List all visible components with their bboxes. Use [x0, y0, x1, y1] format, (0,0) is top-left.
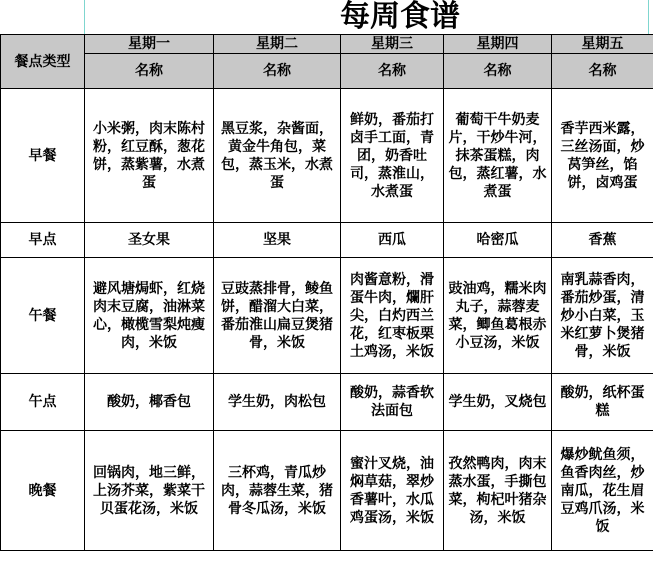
menu-cell: [214, 431, 341, 551]
grid-line: [648, 0, 649, 34]
table-row-morning-snack: [1, 223, 653, 258]
menu-cell-text: 西瓜: [378, 232, 406, 248]
menu-cell-text: 爆炒鱿鱼须，鱼香肉丝，炒南瓜，花生眉豆鸡爪汤，米饭: [560, 446, 645, 535]
menu-cell-text: 南乳蒜香肉，番茄炒蛋，清炒小白菜，玉米红萝卜煲猪骨，米饭: [560, 271, 645, 360]
menu-cell-text: 豉油鸡，糯米肉丸子，蒜蓉麦菜，鲫鱼葛根赤小豆汤，米饭: [448, 280, 547, 351]
menu-cell: [444, 374, 552, 431]
table-row-dinner: [1, 431, 653, 551]
menu-cell-text: 哈密瓜: [476, 232, 519, 248]
menu-cell-text: 香蕉: [588, 232, 617, 248]
menu-cell-text: 酸奶，蒜香软法面包: [350, 385, 434, 419]
name-header: 名称: [85, 54, 214, 89]
menu-cell-text: 豆豉蒸排骨，鲮鱼饼，醋溜大白菜，番茄淮山扁豆煲猪骨，米饭: [221, 280, 333, 351]
menu-cell: [552, 431, 653, 551]
menu-cell-text: 香芋西米露，三丝汤面，炒莴笋丝，馅饼，卤鸡蛋: [560, 120, 645, 191]
menu-cell-text: 三杯鸡，青瓜炒肉，蒜蓉生菜，猪骨冬瓜汤，米饭: [221, 464, 333, 517]
menu-cell: [341, 431, 444, 551]
name-header: 名称: [552, 54, 653, 89]
menu-cell: [85, 431, 214, 551]
meal-label: 晚餐: [1, 431, 85, 551]
menu-cell: [214, 258, 341, 374]
menu-cell: [444, 223, 552, 258]
menu-cell-text: 学生奶，肉松包: [228, 394, 326, 410]
name-header: 名称: [214, 54, 341, 89]
menu-cell: [85, 258, 214, 374]
name-header: 名称: [341, 54, 444, 89]
menu-cell: [552, 374, 653, 431]
menu-cell-text: 避风塘焗虾，红烧肉末豆腐，油淋菜心，橄榄雪梨炖瘦肉，米饭: [93, 280, 205, 351]
table-row-afternoon-snack: [1, 374, 653, 431]
menu-cell-text: 酸奶，纸杯蛋糕: [560, 385, 645, 419]
day-header: 星期五: [552, 35, 653, 54]
menu-cell: [341, 89, 444, 223]
day-header: 星期一: [85, 35, 214, 54]
table-row-breakfast: [1, 89, 653, 223]
day-header: 星期二: [214, 35, 341, 54]
day-header: 星期四: [444, 35, 552, 54]
meal-label: 早餐: [1, 89, 85, 223]
menu-cell-text: 圣女果: [128, 232, 170, 248]
name-header: 名称: [444, 54, 552, 89]
menu-cell-text: 酸奶，椰香包: [107, 394, 191, 410]
meal-label: 早点: [1, 223, 85, 258]
meal-type-header: [1, 35, 85, 89]
meal-label: 午餐: [1, 258, 85, 374]
menu-cell: [552, 258, 653, 374]
menu-cell: [341, 258, 444, 374]
menu-cell: [214, 223, 341, 258]
menu-cell: [444, 89, 552, 223]
menu-cell-text: 蜜汁叉烧，油焖草菇，翠炒香薯叶，水瓜鸡蛋汤，米饭: [350, 455, 434, 526]
menu-cell-text: 孜然鸭肉，肉末蒸水蛋，手撕包菜，枸杞叶猪杂汤，米饭: [448, 455, 547, 526]
menu-title: 每周食谱: [340, 0, 460, 34]
menu-cell: [214, 374, 341, 431]
menu-cell: [341, 374, 444, 431]
menu-cell-text: 黑豆浆，杂酱面，黄金牛角包，菜包，蒸玉米，水煮蛋: [221, 120, 333, 191]
menu-cell-text: 小米粥，肉末陈村粉，红豆酥，葱花饼，蒸紫薯，水煮蛋: [93, 120, 205, 191]
menu-cell: [552, 89, 653, 223]
weekly-menu-table: [0, 34, 653, 551]
menu-cell: [214, 89, 341, 223]
menu-cell: [341, 223, 444, 258]
table-row-lunch: [1, 258, 653, 374]
menu-cell-text: 坚果: [263, 232, 291, 248]
menu-cell-text: 葡萄干牛奶麦片，干炒牛河，抹茶蛋糕，肉包，蒸红薯，水煮蛋: [448, 111, 547, 200]
meal-label: 午点: [1, 374, 85, 431]
menu-cell: [444, 431, 552, 551]
menu-cell-text: 回锅肉，地三鲜，上汤芥菜，紫菜干贝蛋花汤，米饭: [93, 464, 205, 517]
day-header: 星期三: [341, 35, 444, 54]
grid-line: [84, 0, 85, 34]
menu-cell-text: 肉酱意粉，滑蛋牛肉，爛肝尖，白灼西兰花，红枣板栗土鸡汤，米饭: [350, 271, 434, 360]
menu-cell-text: 鲜奶，番茄打卤手工面，青团，奶香吐司，蒸淮山，水煮蛋: [350, 111, 434, 200]
menu-cell: [85, 374, 214, 431]
menu-cell: [552, 223, 653, 258]
menu-cell: [444, 258, 552, 374]
meal-type-header-label: 餐点类型: [14, 53, 71, 70]
menu-cell-text: 学生奶，叉烧包: [448, 394, 547, 410]
menu-cell: [85, 89, 214, 223]
menu-cell: [85, 223, 214, 258]
